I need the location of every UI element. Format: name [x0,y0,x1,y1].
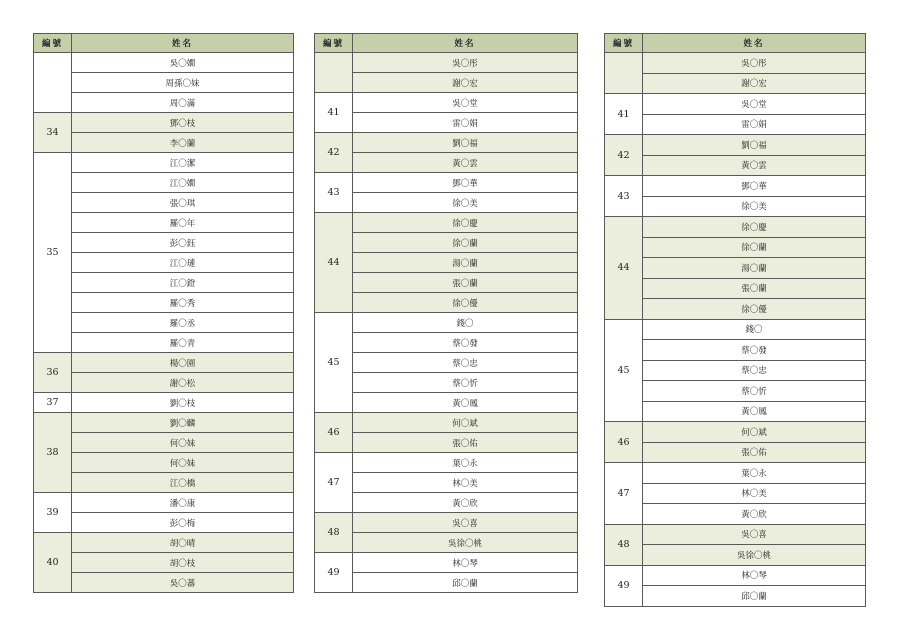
name-cell: 劉〇麟 [72,413,294,433]
name-cell: 謝〇松 [72,373,294,393]
group-number: 42 [315,133,353,173]
group-number [605,53,643,94]
roster-table [33,33,294,593]
group-number [315,53,353,93]
table-row [315,93,578,113]
name-cell: 羅〇年 [72,213,294,233]
table-row [605,586,866,607]
name-cell: 何〇妹 [72,433,294,453]
group-number: 41 [605,94,643,135]
name-cell: 李〇蘭 [72,133,294,153]
table-row [315,133,578,153]
table-row [605,196,866,217]
table-row [34,233,294,253]
group-number: 35 [34,153,72,353]
name-cell: 徐〇美 [353,193,578,213]
table-row [315,353,578,373]
table-row [605,504,866,525]
table-row [315,233,578,253]
group-number [34,53,72,113]
name-cell: 吳徐〇桃 [643,545,866,566]
roster-table-2 [314,33,578,593]
name-cell: 鄧〇華 [353,173,578,193]
table-row [315,453,578,473]
table-row [315,433,578,453]
name-cell: 邱〇蘭 [353,573,578,593]
name-cell: 黃〇雲 [643,155,866,176]
table-row [34,313,294,333]
name-cell: 吳〇堂 [643,94,866,115]
table-row [605,442,866,463]
table-row [605,545,866,566]
name-cell: 吳徐〇桃 [353,533,578,553]
table-row [315,573,578,593]
table-row [315,193,578,213]
name-cell: 周孫〇妹 [72,73,294,93]
name-cell: 楊〇園 [72,353,294,373]
name-cell: 彭〇梅 [72,513,294,533]
name-cell: 黃〇鳳 [353,393,578,413]
number-header: 編號 [34,34,72,53]
name-cell: 葉〇永 [643,463,866,484]
name-cell: 吳〇喜 [353,513,578,533]
group-number: 43 [605,176,643,217]
name-cell: 吳〇嫺 [72,53,294,73]
table-row [315,373,578,393]
table-row [34,553,294,573]
roster-table [314,33,578,593]
name-cell: 徐〇優 [353,293,578,313]
table-row [315,473,578,493]
name-cell: 徐〇蘭 [353,233,578,253]
table-row [605,114,866,135]
table-row [34,393,294,413]
table-row [605,135,866,156]
name-cell: 鄧〇華 [643,176,866,197]
table-row [34,253,294,273]
table-row [34,493,294,513]
name-cell: 吳〇喜 [643,524,866,545]
name-header: 姓名 [353,34,578,53]
table-row [315,73,578,93]
table-row [34,333,294,353]
table-row [34,153,294,173]
table-row [34,453,294,473]
name-cell: 黃〇欣 [643,504,866,525]
name-cell: 何〇妹 [72,453,294,473]
name-cell: 張〇琪 [72,193,294,213]
name-cell: 張〇蘭 [353,273,578,293]
table-row [34,273,294,293]
group-number: 44 [315,213,353,313]
name-cell: 羅〇秀 [72,293,294,313]
table-row [605,340,866,361]
table-row [315,313,578,333]
table-row [605,524,866,545]
name-cell: 潘〇康 [72,493,294,513]
name-cell: 黃〇雲 [353,153,578,173]
table-row [34,193,294,213]
group-number: 36 [34,353,72,393]
table-row [605,360,866,381]
table-row [605,401,866,422]
table-row [315,393,578,413]
name-cell: 錢〇 [353,313,578,333]
name-cell: 雷〇娟 [643,114,866,135]
name-cell: 吳〇彤 [353,53,578,73]
table-row [605,217,866,238]
table-row [315,273,578,293]
group-number: 42 [605,135,643,176]
group-number: 45 [605,319,643,422]
header-row [315,34,578,53]
name-cell: 劉〇福 [353,133,578,153]
name-cell: 謝〇宏 [643,73,866,94]
name-cell: 胡〇枝 [72,553,294,573]
table-row [34,133,294,153]
name-cell: 蔡〇忠 [353,353,578,373]
table-row [315,413,578,433]
roster-table-3 [604,33,866,607]
table-row [315,213,578,233]
name-cell: 徐〇慶 [353,213,578,233]
table-row [34,213,294,233]
group-number: 39 [34,493,72,533]
roster-table [604,33,866,607]
group-number: 34 [34,113,72,153]
table-row [605,299,866,320]
name-cell: 何〇斌 [353,413,578,433]
name-cell: 徐〇優 [643,299,866,320]
name-header: 姓名 [72,34,294,53]
roster-table-1 [33,33,294,593]
table-row [605,319,866,340]
table-row [315,513,578,533]
name-cell: 張〇蘭 [643,278,866,299]
name-cell: 葉〇永 [353,453,578,473]
name-cell: 吳〇堂 [353,93,578,113]
group-number: 48 [315,513,353,553]
name-cell: 江〇璉 [72,253,294,273]
group-number: 43 [315,173,353,213]
name-cell: 張〇佑 [643,442,866,463]
name-cell: 林〇琴 [643,565,866,586]
name-cell: 雷〇娟 [353,113,578,133]
table-row [605,381,866,402]
table-row [34,353,294,373]
table-row [605,176,866,197]
group-number: 47 [315,453,353,513]
group-number: 46 [605,422,643,463]
table-row [315,113,578,133]
table-row [34,293,294,313]
table-row [34,473,294,493]
table-row [34,433,294,453]
table-row [34,73,294,93]
group-number: 47 [605,463,643,525]
name-cell: 吳〇彤 [643,53,866,74]
name-cell: 謝〇宏 [353,73,578,93]
name-cell: 周〇滿 [72,93,294,113]
group-number: 41 [315,93,353,133]
group-number: 45 [315,313,353,413]
header-row [34,34,294,53]
group-number: 49 [605,565,643,606]
name-cell: 劉〇枝 [72,393,294,413]
name-cell: 蔡〇忻 [643,381,866,402]
name-cell: 何〇斌 [643,422,866,443]
name-cell: 鄧〇枝 [72,113,294,133]
name-cell: 林〇琴 [353,553,578,573]
name-cell: 劉〇福 [643,135,866,156]
table-row [605,278,866,299]
name-cell: 羅〇丞 [72,313,294,333]
table-row [315,553,578,573]
name-cell: 邱〇蘭 [643,586,866,607]
table-row [315,253,578,273]
table-row [34,173,294,193]
group-number: 49 [315,553,353,593]
group-number: 37 [34,393,72,413]
table-row [605,237,866,258]
name-cell: 蔡〇忠 [643,360,866,381]
name-cell: 黃〇欣 [353,493,578,513]
name-cell: 江〇鐙 [72,273,294,293]
table-row [315,153,578,173]
table-row [315,533,578,553]
name-cell: 湯〇蘭 [643,258,866,279]
name-cell: 林〇美 [353,473,578,493]
table-row [34,373,294,393]
name-cell: 蔡〇發 [643,340,866,361]
name-cell: 黃〇鳳 [643,401,866,422]
table-row [34,53,294,73]
table-row [605,565,866,586]
table-row [34,413,294,433]
name-cell: 錢〇 [643,319,866,340]
name-cell: 江〇潔 [72,153,294,173]
table-row [34,513,294,533]
name-cell: 張〇佑 [353,433,578,453]
name-cell: 徐〇美 [643,196,866,217]
name-cell: 蔡〇發 [353,333,578,353]
header-row [605,34,866,53]
table-row [605,94,866,115]
table-row [605,53,866,74]
table-row [315,53,578,73]
table-row [605,422,866,443]
name-cell: 羅〇青 [72,333,294,353]
name-cell: 徐〇蘭 [643,237,866,258]
name-cell: 蔡〇忻 [353,373,578,393]
table-row [605,258,866,279]
table-row [34,113,294,133]
name-cell: 湯〇蘭 [353,253,578,273]
table-row [605,463,866,484]
group-number: 44 [605,217,643,320]
name-cell: 林〇美 [643,483,866,504]
group-number: 40 [34,533,72,593]
table-row [315,293,578,313]
name-cell: 江〇橋 [72,473,294,493]
name-cell: 江〇嫺 [72,173,294,193]
group-number: 38 [34,413,72,493]
group-number: 48 [605,524,643,565]
name-cell: 胡〇晴 [72,533,294,553]
group-number: 46 [315,413,353,453]
name-cell: 吳〇蕃 [72,573,294,593]
table-row [605,73,866,94]
table-row [315,173,578,193]
table-row [34,573,294,593]
table-row [605,155,866,176]
table-row [605,483,866,504]
number-header: 編號 [605,34,643,53]
number-header: 編號 [315,34,353,53]
name-cell: 彭〇鈺 [72,233,294,253]
name-header: 姓名 [643,34,866,53]
table-row [315,493,578,513]
name-cell: 徐〇慶 [643,217,866,238]
table-row [315,333,578,353]
table-row [34,533,294,553]
table-row [34,93,294,113]
